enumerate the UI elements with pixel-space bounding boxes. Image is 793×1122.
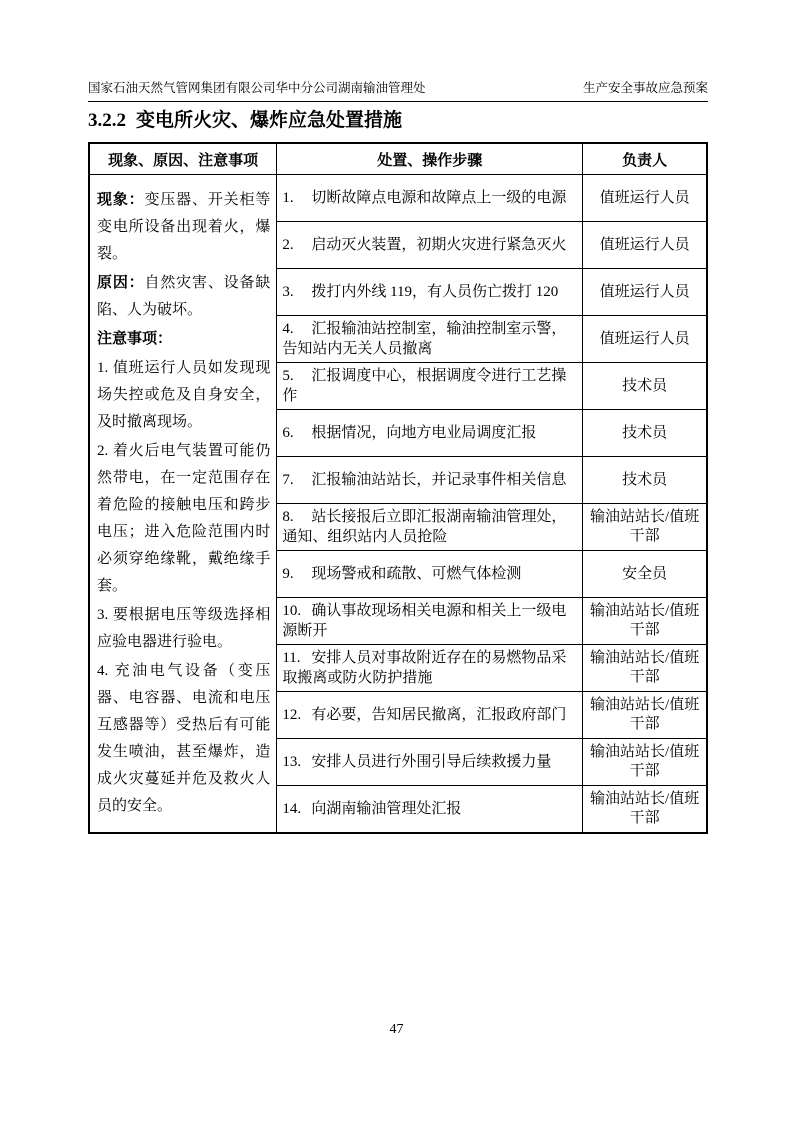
step-cell bbox=[277, 504, 583, 551]
owner-cell: 输油站站长/值班干部 bbox=[583, 786, 707, 834]
step-text: 确认事故现场相关电源和相关上一级电源断开 bbox=[282, 603, 567, 639]
step-cell bbox=[277, 363, 583, 410]
owner-cell: 技术员 bbox=[583, 457, 707, 504]
step-text: 汇报输油站站长，并记录事件相关信息 bbox=[311, 472, 567, 488]
step-text: 现场警戒和疏散、可燃气体检测 bbox=[311, 566, 522, 582]
step-text: 切断故障点电源和故障点上一级的电源 bbox=[311, 190, 567, 206]
step-number: 5. bbox=[282, 368, 294, 384]
owner-cell: 值班运行人员 bbox=[583, 222, 707, 269]
step-text: 汇报调度中心，根据调度令进行工艺操作 bbox=[282, 368, 567, 404]
section-title-text: 变电所火灾、爆炸应急处置措施 bbox=[136, 110, 403, 132]
step-cell bbox=[277, 222, 583, 269]
step-number: 7. bbox=[282, 472, 294, 488]
step-number: 3. bbox=[282, 284, 294, 300]
column-header-phenomena: 现象、原因、注意事项 bbox=[89, 143, 277, 175]
table-row bbox=[89, 175, 707, 222]
owner-cell: 值班运行人员 bbox=[583, 269, 707, 316]
step-cell bbox=[277, 410, 583, 457]
step-text: 站长接报后立即汇报湖南输油管理处，通知、组织站内人员抢险 bbox=[282, 509, 567, 545]
step-cell bbox=[277, 645, 583, 692]
step-number: 2. bbox=[282, 237, 294, 253]
column-header-responsible: 负责人 bbox=[583, 143, 707, 175]
step-number: 11. bbox=[282, 650, 301, 666]
step-text: 根据情况，向地方电业局调度汇报 bbox=[311, 425, 537, 441]
column-header-steps: 处置、操作步骤 bbox=[277, 143, 583, 175]
step-text: 有必要，告知居民撤离，汇报政府部门 bbox=[311, 707, 567, 723]
step-cell bbox=[277, 598, 583, 645]
step-number: 6. bbox=[282, 425, 294, 441]
step-number: 14. bbox=[282, 801, 302, 817]
step-number: 4. bbox=[282, 321, 294, 337]
table-header-row bbox=[89, 143, 707, 175]
step-text: 汇报输油站控制室，输油控制室示警，告知站内无关人员撤离 bbox=[282, 321, 567, 357]
notes-paragraph: 1. 值班运行人员如发现现场失控或危及自身安全，及时撤离现场。 bbox=[97, 360, 271, 430]
procedure-table bbox=[88, 142, 708, 834]
step-cell bbox=[277, 692, 583, 739]
page-number: 47 bbox=[389, 1022, 404, 1037]
owner-cell: 技术员 bbox=[583, 363, 707, 410]
step-number: 8. bbox=[282, 509, 294, 525]
owner-cell: 输油站站长/值班干部 bbox=[583, 645, 707, 692]
header-left-text: 国家石油天然气管网集团有限公司华中分公司湖南输油管理处 bbox=[88, 81, 426, 95]
notes-paragraph: 现象：变压器、开关柜等变电所设备出现着火，爆裂。 bbox=[97, 192, 271, 262]
owner-cell: 输油站站长/值班干部 bbox=[583, 504, 707, 551]
step-text: 向湖南输油管理处汇报 bbox=[311, 801, 462, 817]
step-cell bbox=[277, 316, 583, 363]
notes-paragraph: 原因：自然灾害、设备缺陷、人为破坏。 bbox=[97, 275, 271, 318]
section-number: 3.2.2 bbox=[88, 110, 126, 132]
owner-cell: 值班运行人员 bbox=[583, 175, 707, 222]
step-text: 拨打内外线 119，有人员伤亡拨打 120 bbox=[311, 284, 559, 300]
step-number: 12. bbox=[282, 707, 302, 723]
owner-cell: 输油站站长/值班干部 bbox=[583, 692, 707, 739]
notes-paragraph: 3. 要根据电压等级选择相应验电器进行验电。 bbox=[97, 607, 271, 650]
page-header bbox=[88, 80, 708, 102]
step-text: 启动灭火装置，初期火灾进行紧急灭火 bbox=[311, 237, 567, 253]
step-cell bbox=[277, 786, 583, 834]
notes-paragraph: 4. 充油电气设备（变压器、电容器、电流和电压互感器等）受热后有可能发生喷油，甚至爆炸，造成火灾蔓延并危及救火人员的安全。 bbox=[97, 663, 271, 814]
step-cell bbox=[277, 175, 583, 222]
section-title bbox=[88, 109, 708, 133]
owner-cell: 技术员 bbox=[583, 410, 707, 457]
notes-cell bbox=[89, 175, 277, 834]
page-content bbox=[88, 80, 708, 834]
header-right-text: 生产安全事故应急预案 bbox=[582, 81, 708, 95]
step-cell bbox=[277, 457, 583, 504]
owner-cell: 安全员 bbox=[583, 551, 707, 598]
owner-cell: 输油站站长/值班干部 bbox=[583, 739, 707, 786]
step-number: 10. bbox=[282, 603, 302, 619]
step-cell bbox=[277, 269, 583, 316]
step-number: 9. bbox=[282, 566, 294, 582]
notes-paragraph: 2. 着火后电气装置可能仍然带电，在一定范围存在着危险的接触电压和跨步电压；进入危险范围内时必须穿绝缘靴，戴绝缘手套。 bbox=[97, 443, 271, 594]
step-number: 1. bbox=[282, 190, 294, 206]
step-cell bbox=[277, 739, 583, 786]
step-cell bbox=[277, 551, 583, 598]
owner-cell: 输油站站长/值班干部 bbox=[583, 598, 707, 645]
step-text: 安排人员对事故附近存在的易燃物品采取搬离或防火防护措施 bbox=[282, 650, 567, 686]
step-number: 13. bbox=[282, 754, 302, 770]
owner-cell: 值班运行人员 bbox=[583, 316, 707, 363]
notes-paragraph: 注意事项： bbox=[97, 331, 173, 347]
step-text: 安排人员进行外围引导后续救援力量 bbox=[311, 754, 552, 770]
